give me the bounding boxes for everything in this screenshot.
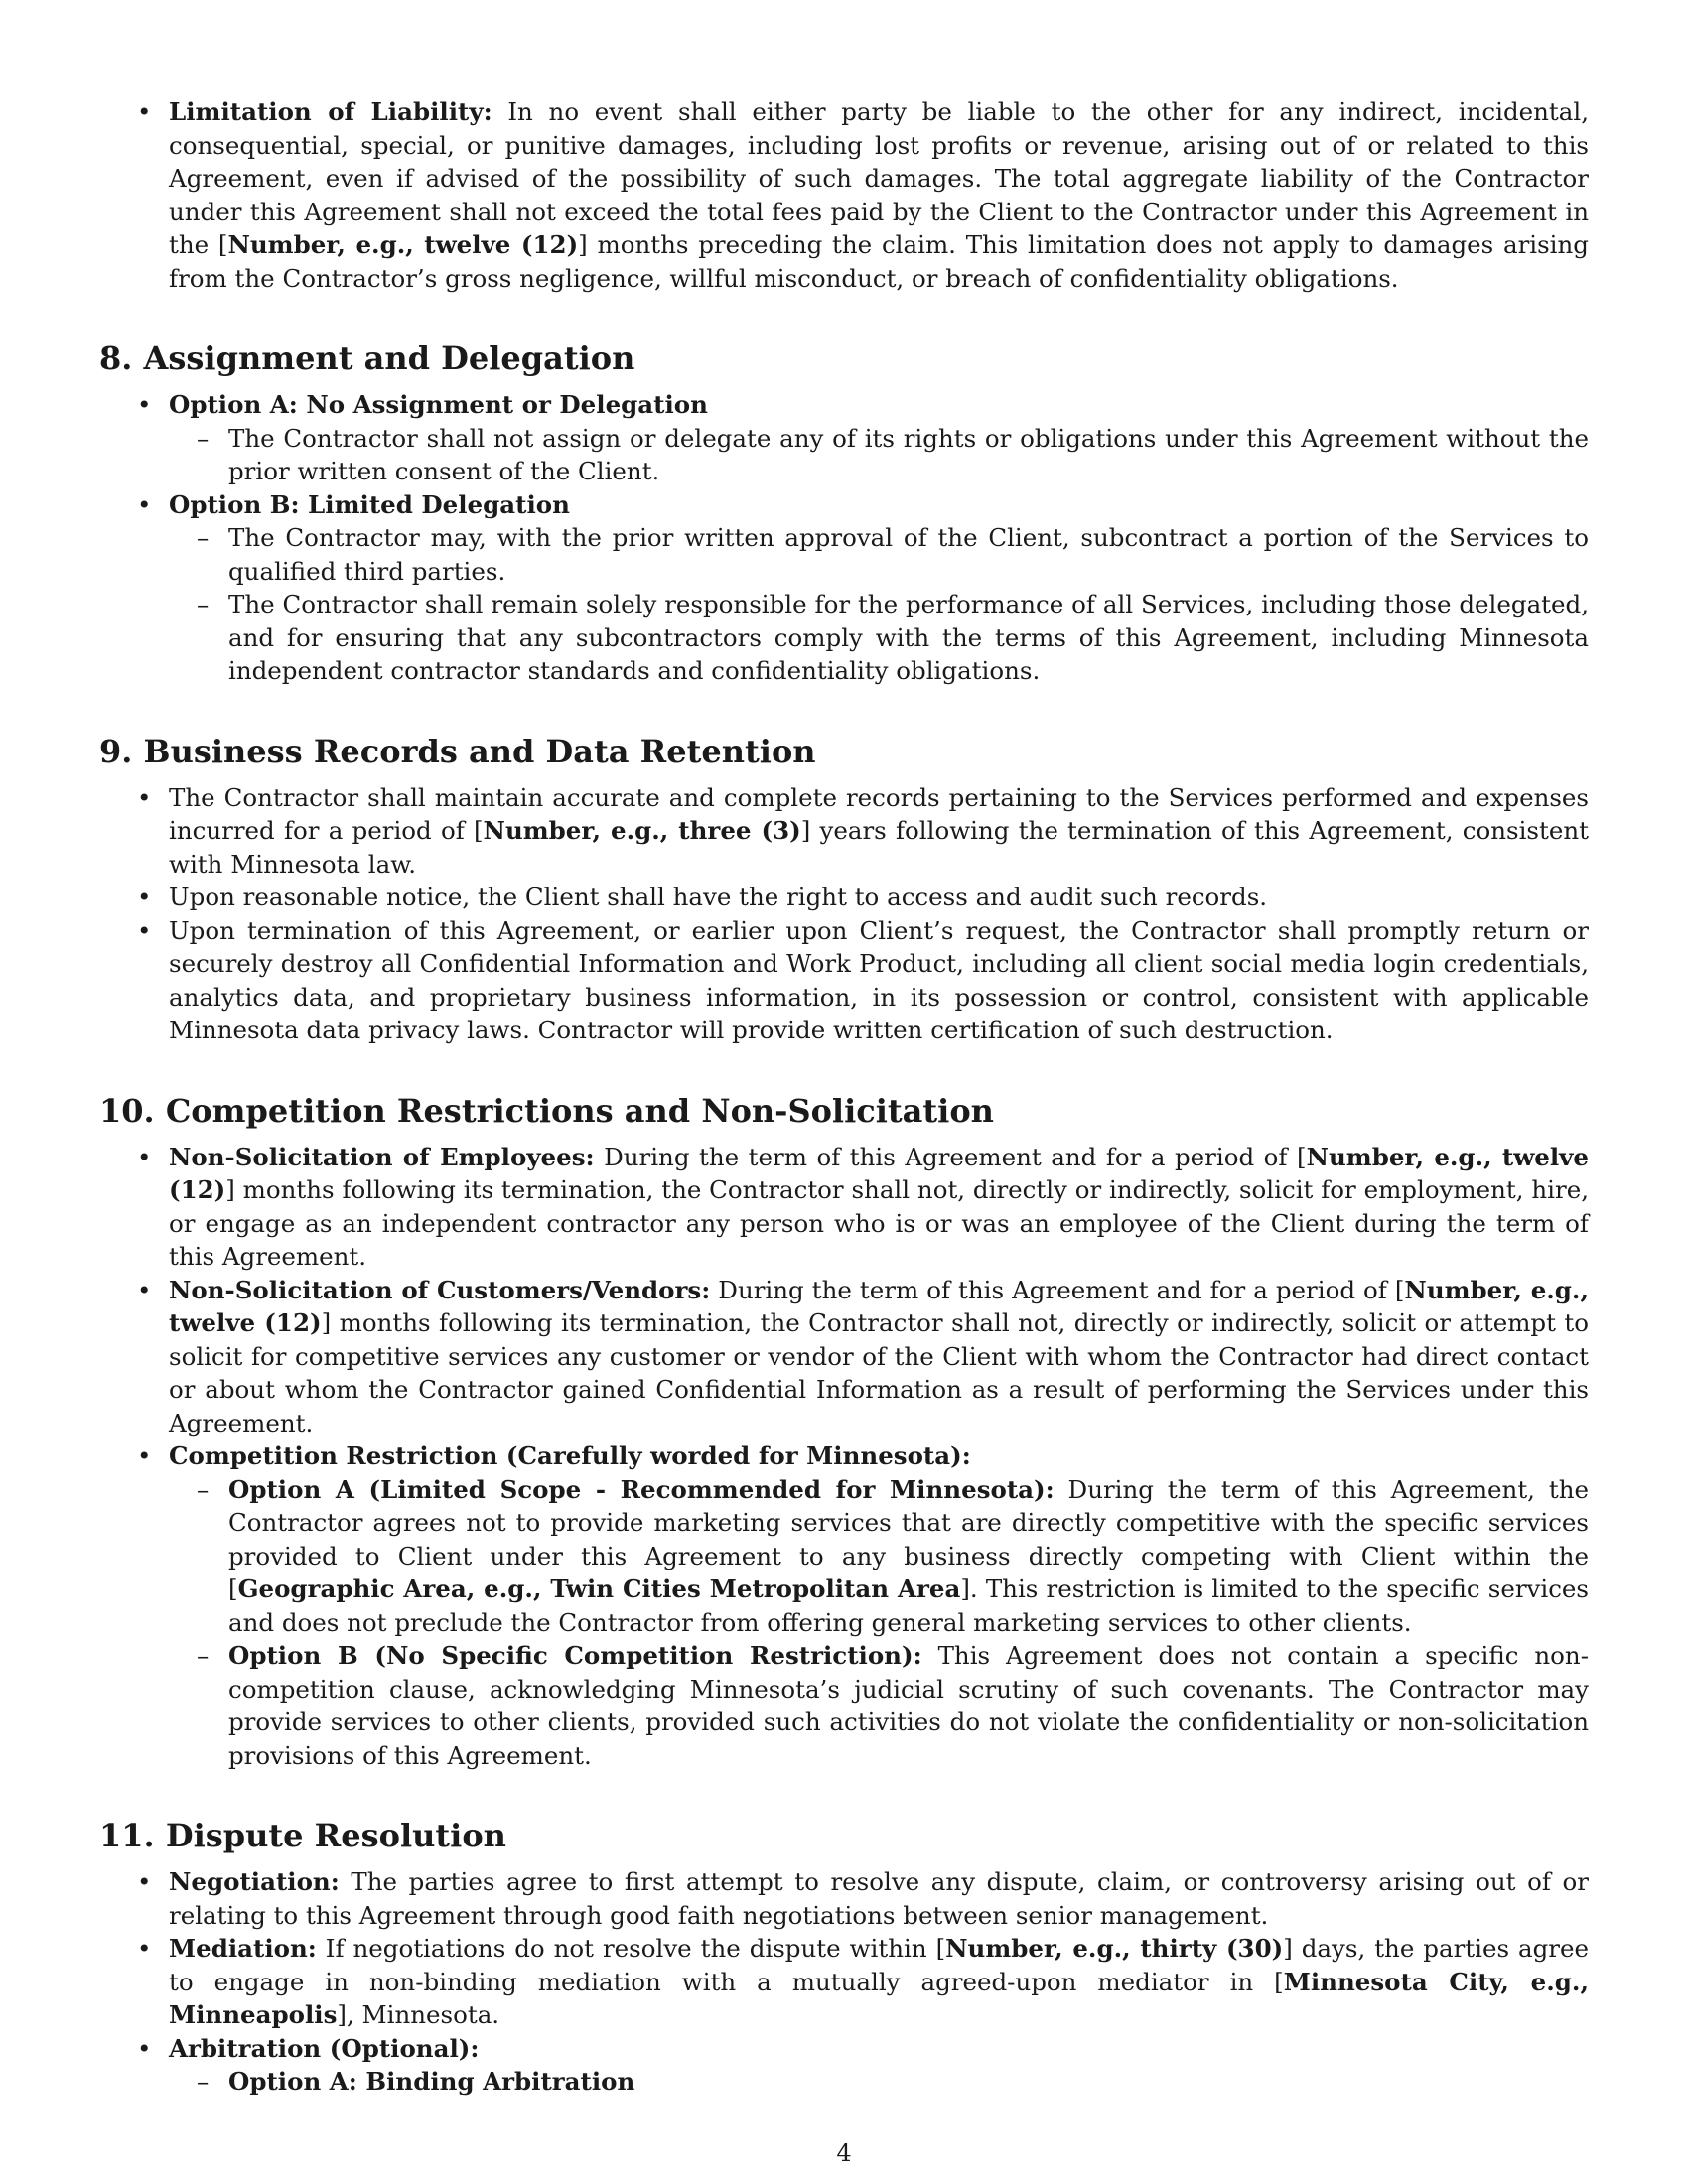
text-run: This Agreement does not contain a specific non-competition clause, acknowledging Minnesota’s judicial scrutiny of such covenants. The Contractor may provide services to other clients, provided such activities do not violate the confidentiality or non-solicitation provisions of this Agreement. xyxy=(228,1641,1589,1770)
text-run: If negotiations do not resolve the dispute within [ xyxy=(316,1934,946,1963)
bold-label: Option B (No Specific Competition Restriction): xyxy=(228,1641,922,1670)
list-item-non-solicit-employees xyxy=(99,1141,1589,1274)
section-heading-8: 8. Assignment and Delegation xyxy=(99,340,635,377)
section-8-list xyxy=(99,388,1589,688)
text-run: ] months following its termination, the Contractor shall not, directly or indirectly, solicit or attempt to solicit for competitive services any customer or vendor of the Client with whom the Contractor had direct contact or about whom the Contractor gained Confidential Information as a result of performing the Services under this Agreement. xyxy=(169,1308,1589,1437)
list-item-audit: • Upon reasonable notice, the Client shall have the right to access and audit such records. xyxy=(99,881,1589,914)
placeholder-field: Number, e.g., three (3) xyxy=(483,816,801,845)
sub-list xyxy=(169,422,1589,488)
text-run: ] years following the termination of this Agreement, consistent with Minnesota law. xyxy=(169,816,1589,879)
text-run: The Contractor shall maintain accurate and complete records pertaining to the Services performed and expenses incurred for a period of [ xyxy=(169,782,1589,845)
bold-label: Limitation of Liability: xyxy=(169,97,492,126)
bold-label: Non-Solicitation of Employees: xyxy=(169,1142,595,1171)
bold-label: Negotiation: xyxy=(169,1867,340,1896)
placeholder-field: Number, e.g., twelve (12) xyxy=(169,1142,1589,1204)
text-run: ] days, the parties agree to engage in non-binding mediation with a mutually agreed-upon mediator in [ xyxy=(169,1934,1589,1996)
sub-list xyxy=(169,521,1589,688)
list-item-records xyxy=(99,781,1589,882)
sub-list-item-arbitration-option-a xyxy=(169,2065,1589,2099)
section-11-list xyxy=(99,1865,1589,2099)
list-item-non-solicit-customers xyxy=(99,1274,1589,1440)
document-page xyxy=(99,95,1589,2099)
text-run: ]. This restriction is limited to the specific services and does not preclude the Contractor from offering general marketing services to other clients. xyxy=(228,1574,1590,1637)
list-item-option-a xyxy=(99,388,1589,488)
sub-list-item: – The Contractor may, with the prior written approval of the Client, subcontract a portion of the Services to qualified third parties. xyxy=(169,521,1589,588)
list-item-arbitration xyxy=(99,2032,1589,2099)
section-heading-10: 10. Competition Restrictions and Non-Solicitation xyxy=(99,1091,994,1130)
sub-list-item-option-b xyxy=(169,1639,1589,1772)
bold-label: Option B: Limited Delegation xyxy=(169,489,570,519)
section-10-list xyxy=(99,1141,1589,1773)
placeholder-field: Geographic Area, e.g., Twin Cities Metropolitan Area xyxy=(237,1574,961,1603)
sub-list xyxy=(169,1473,1589,1773)
bold-label: Option A: Binding Arbitration xyxy=(228,2067,635,2096)
list-item-option-b xyxy=(99,488,1589,688)
section-9-list xyxy=(99,781,1589,1047)
text-run: ] months preceding the claim. This limitation does not apply to damages arising from the Contractor’s gross negligence, willful misconduct, or breach of confidentiality obligations. xyxy=(169,230,1589,293)
placeholder-field: Minnesota City, e.g., Minneapolis xyxy=(169,1967,1589,2029)
liability-list xyxy=(99,95,1589,295)
sub-list-item: – The Contractor shall remain solely responsible for the performance of all Services, including those delegated, and for ensuring that any subcontractors comply with the terms of this Agreement, including Minnesota independent contractor standards and confidentiality obligations. xyxy=(169,588,1589,688)
section-heading-9: 9. Business Records and Data Retention xyxy=(99,732,816,770)
text-run: In no event shall either party be liable to the other for any indirect, incidental, consequential, special, or punitive damages, including lost profits or revenue, arising out of or related to this Agreement, even if advised of the possibility of such damages. The total aggregate liability of the Contractor under this Agreement shall not exceed the total fees paid by the Client to the Contractor under this Agreement in the [ xyxy=(169,97,1589,259)
section-heading-11: 11. Dispute Resolution xyxy=(99,1817,506,1854)
bold-label: Mediation: xyxy=(169,1934,317,1963)
bold-label: Option A (Limited Scope - Recommended for Minnesota): xyxy=(228,1474,1055,1504)
text-run: During the term of this Agreement and for a period of [ xyxy=(710,1275,1405,1304)
text-run: The parties agree to first attempt to resolve any dispute, claim, or controversy arising out of or relating to this Agreement through good faith negotiations between senior management. xyxy=(169,1867,1589,1930)
list-item-return-destroy: • Upon termination of this Agreement, or earlier upon Client’s request, the Contractor shall promptly return or securely destroy all Confidential Information and Work Product, including all client social media login credentials, analytics data, and proprietary business information, in its possession or control, consistent with applicable Minnesota data privacy laws. Contractor will provide written certification of such destruction. xyxy=(99,914,1589,1047)
text-run: ], Minnesota. xyxy=(337,2000,500,2029)
placeholder-field: Number, e.g., twelve (12) xyxy=(169,1275,1589,1337)
text-run: During the term of this Agreement, the Contractor agrees not to provide marketing services that are directly competitive with the specific services provided to Client under this Agreement to any business directly competing with Client within the [ xyxy=(228,1474,1589,1603)
text-run: During the term of this Agreement and for a period of [ xyxy=(594,1142,1307,1171)
page-number: 4 xyxy=(836,2139,852,2167)
sub-list-item: – The Contractor shall not assign or delegate any of its rights or obligations under this Agreement without the prior written consent of the Client. xyxy=(169,422,1589,488)
text-run: ] months following its termination, the Contractor shall not, directly or indirectly, solicit for employment, hire, or engage as an independent contractor any person who is or was an employee of the Client during the term of this Agreement. xyxy=(169,1175,1589,1271)
sub-list-item-option-a xyxy=(169,1473,1589,1640)
bold-label: Competition Restriction (Carefully worded for Minnesota): xyxy=(169,1441,971,1470)
list-item-competition-restriction xyxy=(99,1439,1589,1772)
sub-list xyxy=(169,2065,1589,2099)
list-item-limitation-of-liability xyxy=(99,95,1589,295)
list-item-negotiation xyxy=(99,1865,1589,1932)
bold-label: Option A: No Assignment or Delegation xyxy=(169,390,708,419)
placeholder-field: Number, e.g., twelve (12) xyxy=(227,230,579,259)
bold-label: Arbitration (Optional): xyxy=(169,2033,480,2063)
bold-label: Non-Solicitation of Customers/Vendors: xyxy=(169,1275,711,1304)
placeholder-field: Number, e.g., thirty (30) xyxy=(945,1934,1284,1963)
list-item-mediation xyxy=(99,1932,1589,2032)
